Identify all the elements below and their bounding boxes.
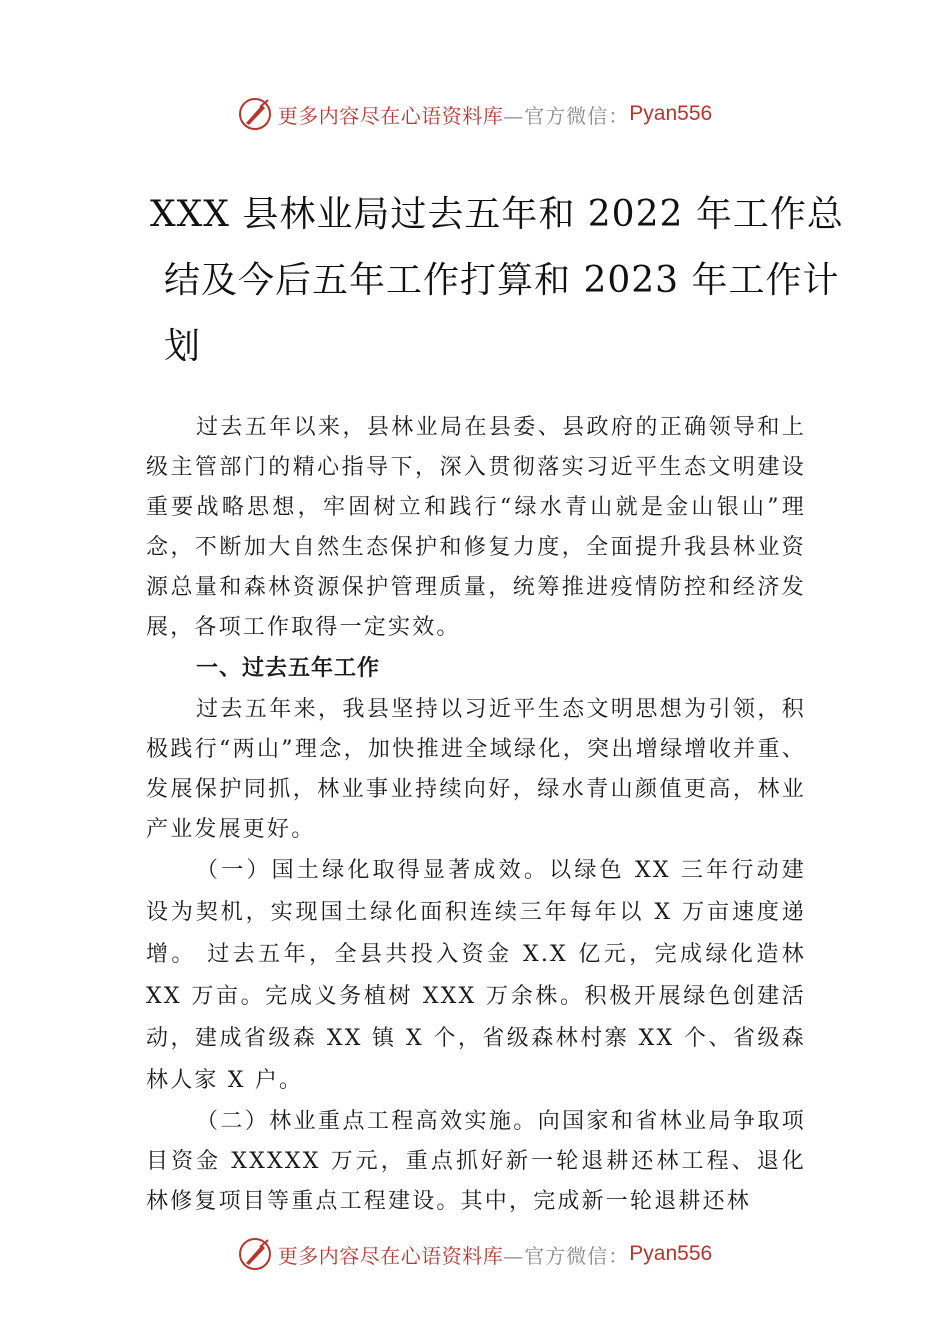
section-heading: 一、过去五年工作	[196, 656, 381, 681]
footer-banner	[0, 1234, 950, 1274]
quill-logo-icon	[238, 97, 272, 131]
banner-separator: —官方微信：	[503, 1243, 630, 1268]
item-2-paragraph: （二）林业重点工程高效实施。向国家和省林业局争取项目资金 XXXXX 万元，重点抓好新一轮退耕还林工程、退化林修复项目等重点工程建设。其中，完成新一轮退耕还林	[146, 1109, 806, 1214]
document-body	[146, 408, 806, 1222]
header-banner	[0, 94, 950, 134]
document-title	[150, 182, 844, 380]
title-line-3: 划	[164, 326, 202, 367]
banner-separator: —官方微信：	[503, 103, 630, 128]
intro-paragraph: 过去五年以来，县林业局在县委、县政府的正确领导和上级主管部门的精心指导下，深入贯彻落实习近平生态文明建设重要战略思想，牢固树立和践行“绿水青山就是金山银山”理念，不断加大自然生态保护和修复力度，全面提升我县林业资源总量和森林资源保护管理质量，统筹推进疫情防控和经济发展，各项工作取得一定实效。	[146, 415, 806, 640]
banner-brand: 更多内容尽在心语资料库	[277, 103, 504, 128]
section-intro-paragraph: 过去五年来，我县坚持以习近平生态文明思想为引领，积极践行“两山”理念，加快推进全域绿化，突出增绿增收并重、发展保护同抓，林业事业持续向好，绿水青山颜值更高，林业产业发展更好。	[146, 697, 806, 842]
quill-logo-icon	[238, 1237, 272, 1271]
title-line-1: XXX 县林业局过去五年和 2022 年工作总	[150, 194, 844, 235]
banner-wechat-id: Pyan556	[629, 1242, 713, 1265]
item-1-paragraph: （一）国土绿化取得显著成效。以绿色 XX 三年行动建设为契机，实现国土绿化面积连续三年每年以 X 万亩速度递增。 过去五年，全县共投入资金 X.X 亿元，完成绿化造林 XX 万亩。完成义务植树 XXX 万余株。积极开展绿色创建活动，建成省级森 XX 镇 X 个，省级森林村寨 XX 个、省级森林人家 X 户。	[146, 858, 806, 1093]
banner-brand: 更多内容尽在心语资料库	[277, 1243, 504, 1268]
banner-wechat-id: Pyan556	[629, 102, 713, 125]
title-line-2: 结及今后五年工作打算和 2023 年工作计	[164, 260, 840, 301]
